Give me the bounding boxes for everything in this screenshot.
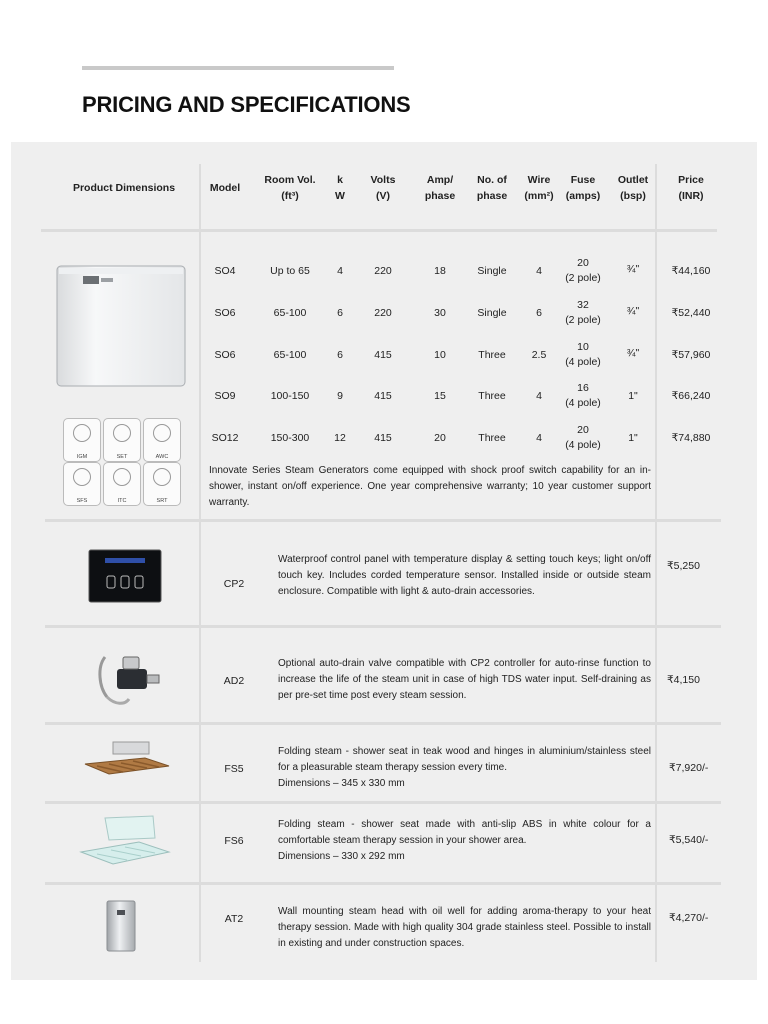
accessory-description: Folding steam - shower seat made with anti-slip ABS in white colour for a comfortable steam therapy session in your shower area. Dimensions – 330 x 292 mm xyxy=(278,819,651,862)
water-control-icon xyxy=(153,424,171,442)
rust-icon xyxy=(153,468,171,486)
header-amp: Amp/ phase xyxy=(424,174,456,202)
accessory-model: AD2 xyxy=(223,675,245,687)
spec-panel xyxy=(11,142,757,980)
feature-badge-itc: ITC xyxy=(103,462,141,506)
room-vol-cell: 150-300 xyxy=(270,432,310,444)
price-cell: ₹57,960 xyxy=(671,349,711,361)
accessory-price: ₹4,150 xyxy=(667,674,700,686)
aroma-steam-head-image xyxy=(101,898,141,956)
outlet-cell: ¾" xyxy=(626,305,640,317)
generator-note: Innovate Series Steam Generators come equipped with shock proof switch capability for an in-shower, instant on/off experience. One year comprehensive warranty; 10 year customer support warranty. xyxy=(209,465,651,508)
header-model: Model xyxy=(209,182,241,194)
temperature-icon xyxy=(113,468,131,486)
header-kw: k W xyxy=(335,174,345,202)
volts-cell: 220 xyxy=(374,265,392,277)
model-cell: SO12 xyxy=(211,432,239,444)
amp-cell: 30 xyxy=(434,307,446,319)
volts-cell: 415 xyxy=(374,390,392,402)
accessory-model: AT2 xyxy=(224,913,244,925)
fuse-cell: 32 (2 pole) xyxy=(565,299,601,326)
price-cell: ₹52,440 xyxy=(671,307,711,319)
kw-cell: 6 xyxy=(337,349,343,361)
accessory-price: ₹4,270/- xyxy=(669,912,709,924)
auto-drain-valve-image xyxy=(95,647,165,709)
fuse-cell: 20 (2 pole) xyxy=(565,257,601,284)
feature-badge-srt: SRT xyxy=(143,462,181,506)
outlet-cell: 1" xyxy=(628,390,638,402)
accessory-model: FS6 xyxy=(224,835,244,847)
accessory-price: ₹5,250 xyxy=(667,560,700,572)
feature-badge-set: SET xyxy=(103,418,141,462)
wire-cell: 2.5 xyxy=(531,349,547,361)
volts-cell: 415 xyxy=(374,432,392,444)
accessory-price: ₹7,920/- xyxy=(669,762,709,774)
accessory-model: FS5 xyxy=(224,763,244,775)
accessory-description: Folding steam - shower seat in teak wood and hinges in aluminium/stainless steel for a pleasurable steam therapy session every time. Dimensions – 345 x 330 mm xyxy=(278,746,651,789)
header-fuse: Fuse (amps) xyxy=(565,174,601,202)
fuse-cell: 20 (4 pole) xyxy=(565,424,601,451)
header-room-vol: Room Vol. (ft³) xyxy=(264,174,316,202)
wire-cell: 4 xyxy=(536,390,542,402)
room-vol-cell: 65-100 xyxy=(273,349,307,361)
header-price: Price (INR) xyxy=(678,174,704,202)
header-phase: No. of phase xyxy=(476,174,508,202)
row-divider xyxy=(45,801,721,804)
timer-icon xyxy=(113,424,131,442)
column-divider xyxy=(199,522,201,962)
phase-cell: Single xyxy=(477,307,507,319)
wire-cell: 4 xyxy=(536,265,542,277)
phase-cell: Three xyxy=(478,349,506,361)
amp-cell: 18 xyxy=(434,265,446,277)
fuse-cell: 10 (4 pole) xyxy=(565,341,601,368)
steam-generator-image xyxy=(55,264,189,390)
accessory-price: ₹5,540/- xyxy=(669,834,709,846)
price-cell: ₹74,880 xyxy=(671,432,711,444)
volts-cell: 220 xyxy=(374,307,392,319)
accessory-model: CP2 xyxy=(223,578,245,590)
fuse-cell: 16 (4 pole) xyxy=(565,382,601,409)
outlet-cell: 1" xyxy=(628,432,638,444)
row-divider xyxy=(45,882,721,885)
room-vol-cell: 65-100 xyxy=(273,307,307,319)
header-product-dimensions: Product Dimensions xyxy=(72,182,176,194)
room-vol-cell: Up to 65 xyxy=(270,265,310,277)
top-rule xyxy=(82,66,394,70)
phase-cell: Single xyxy=(477,265,507,277)
model-cell: SO4 xyxy=(214,265,236,277)
kw-cell: 12 xyxy=(334,432,346,444)
abs-seat-image xyxy=(75,812,177,874)
accessory-description: Wall mounting steam head with oil well for adding aroma-therapy to your heat therapy session. Made with high quality 304 grade stainless steel. Possible to install in existing and under construction spaces. xyxy=(278,906,651,949)
row-divider xyxy=(45,519,721,522)
amp-cell: 15 xyxy=(434,390,446,402)
phase-cell: Three xyxy=(478,390,506,402)
price-cell: ₹44,160 xyxy=(671,265,711,277)
feature-badge-igm: IGM xyxy=(63,418,101,462)
phase-cell: Three xyxy=(478,432,506,444)
wire-cell: 6 xyxy=(536,307,542,319)
model-cell: SO9 xyxy=(214,390,236,402)
room-vol-cell: 100-150 xyxy=(270,390,310,402)
model-cell: SO6 xyxy=(214,349,236,361)
feature-badge-sfs: SFS xyxy=(63,462,101,506)
amp-cell: 10 xyxy=(434,349,446,361)
ionisation-icon xyxy=(73,424,91,442)
page-title: PRICING AND SPECIFICATIONS xyxy=(82,92,411,117)
volts-cell: 415 xyxy=(374,349,392,361)
price-cell: ₹66,240 xyxy=(671,390,711,402)
model-cell: SO6 xyxy=(214,307,236,319)
outlet-cell: ¾" xyxy=(626,263,640,275)
accessory-description: Optional auto-drain valve compatible with CP2 controller for auto-rinse function to increase the life of the steam unit in case of high TDS water input. Self-draining as per pre-set time post every steam session. xyxy=(278,658,651,701)
outlet-cell: ¾" xyxy=(626,347,640,359)
kw-cell: 4 xyxy=(337,265,343,277)
header-wire: Wire (mm²) xyxy=(524,174,554,202)
safety-icon xyxy=(73,468,91,486)
teak-seat-image xyxy=(79,738,175,786)
kw-cell: 6 xyxy=(337,307,343,319)
accessory-description: Waterproof control panel with temperature display & setting touch keys; light on/off touch key. Includes corded temperature sensor. Installed inside or outside steam enclosure. Compatible with light & auto-drain accessories. xyxy=(278,554,651,597)
column-divider xyxy=(655,522,657,962)
row-divider xyxy=(45,722,721,725)
kw-cell: 9 xyxy=(337,390,343,402)
wire-cell: 4 xyxy=(536,432,542,444)
row-divider xyxy=(45,625,721,628)
row-divider xyxy=(41,229,717,232)
header-volts: Volts (V) xyxy=(370,174,396,202)
feature-badge-awc: AWC xyxy=(143,418,181,462)
control-panel-image xyxy=(87,548,163,604)
header-outlet: Outlet (bsp) xyxy=(617,174,649,202)
amp-cell: 20 xyxy=(434,432,446,444)
